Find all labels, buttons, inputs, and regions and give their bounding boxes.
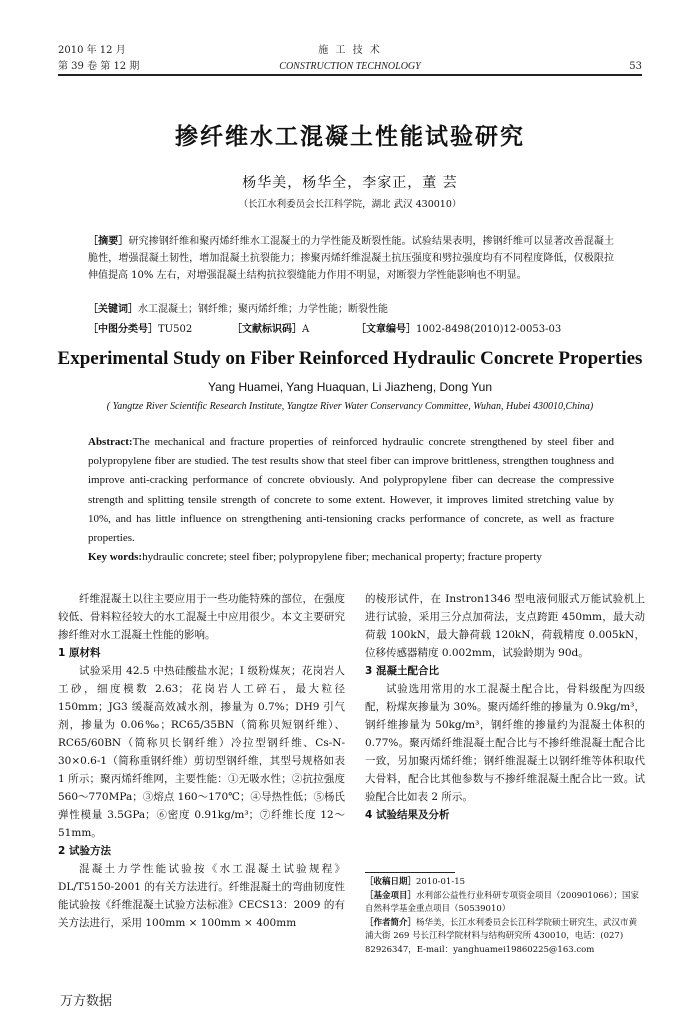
authors-cn: 杨华美，杨华全，李家正，董 芸 bbox=[242, 175, 458, 191]
header-rule bbox=[58, 74, 642, 76]
footnote-author-label: ［作者简介］ bbox=[365, 917, 417, 928]
watermark-text: 万方数据 bbox=[60, 994, 113, 1009]
abstract-en bbox=[88, 433, 614, 548]
header-journal-en: CONSTRUCTION TECHNOLOGY bbox=[279, 61, 421, 72]
footnote-fund-label: ［基金项目］ bbox=[365, 890, 417, 901]
footnote-fund-value: 水利部公益性行业科研专项资金项目（200901066）；国家自然科学基金重点项目（50539010） bbox=[365, 890, 639, 914]
footnote-received-value: 2010-01-15 bbox=[416, 877, 466, 887]
footnote bbox=[365, 876, 645, 957]
footnote-received bbox=[365, 876, 645, 890]
section-heading-mix: 3 混凝土配合比 bbox=[365, 665, 439, 677]
keywords-cn-label: ［关键词］ bbox=[88, 304, 138, 315]
article-number-value: 1002-8498(2010)12-0053-03 bbox=[416, 324, 562, 335]
article-number-label: ［文章编号］ bbox=[356, 324, 416, 335]
abstract-en-text: The mechanical and fracture properties of reinforced hydraulic concrete strengthened by steel fiber and polypropylene fiber are studied. The test results show that steel fiber can improve brittleness, strengthen toughness and improve anti-cracking performance of concrete obviously. And polypropylene fiber can decrease the compressive strength and splitting tensile strength of concrete to some extent. However, it improves limited stretching value by 10%, and has little influence on strengthening anti-tensioning cracks performance of concrete, as well as fracture properties. bbox=[88, 436, 614, 545]
keywords-en bbox=[88, 549, 614, 566]
affiliation-en: ( Yangtze River Scientific Research Institute, Yangtze River Water Conservancy Committee, Wuhan, Hubei 430010,China) bbox=[106, 401, 594, 412]
footnote-fund bbox=[365, 890, 645, 917]
materials-paragraph: 试验采用 42.5 中热硅酸盐水泥；I 级粉煤灰；花岗岩人工砂，细度模数 2.63；花岗岩人工碎石，最大粒径 150mm；JG3 缓凝高效减水剂，掺量为 0.7%；DH9 引气剂，掺量为 0.06‰；RC65/35BN（简称贝短钢纤维）、RC65/60BN（简称贝长钢纤维）冷拉型钢纤维、Cs-N-30×0.6-1（简称重钢纤维）剪切型钢纤维，其型号规格如表 1 所示；聚丙烯纤维网，主要性能：①无吸水性；②抗拉强度 560～770MPa；③熔点 160～170℃；④导热性低；⑤杨氏弹性模量 3.5GPa；⑥密度 0.91kg/m³；⑦纤维长度 12～51mm。 bbox=[58, 665, 345, 839]
footnote-received-label: ［收稿日期］ bbox=[365, 877, 417, 887]
article-number bbox=[356, 322, 561, 338]
method-paragraph: 混凝土力学性能试验按《水工混凝土试验规程》DL/T5150-2001 的有关方法进行。纤维混凝土的弯曲韧度性能试验按《纤维混凝土试验方法标准》CECS13：2009 的有关方法进行，采用 100mm × 100mm × 400mm bbox=[58, 863, 345, 929]
header-volume: 第 39 卷 第 12 期 bbox=[58, 61, 140, 72]
footnote-author-value: 杨华美，长江水利委员会长江科学院硕士研究生，武汉市黄浦大街 269 号长江科学院材料与结构研究所 430010，电话：(027) 82926347，E-mail：yanghuamei19860225@163.com bbox=[365, 917, 638, 955]
affiliation-cn: （长江水利委员会长江科学院，湖北 武汉 430010） bbox=[238, 199, 462, 210]
body-column-right bbox=[365, 590, 645, 824]
header-page-number: 53 bbox=[629, 61, 642, 72]
keywords-en-label: Key words: bbox=[88, 551, 143, 563]
page-title-cn: 掺纤维水工混凝土性能试验研究 bbox=[175, 124, 525, 150]
header-journal-cn: 施 工 技 术 bbox=[318, 45, 382, 56]
page-title-en: Experimental Study on Fiber Reinforced Hydraulic Concrete Properties bbox=[57, 348, 643, 369]
abstract-cn-label: ［摘要］ bbox=[88, 236, 129, 247]
doc-code bbox=[232, 322, 309, 338]
doc-code-value: A bbox=[302, 324, 310, 335]
keywords-cn bbox=[88, 302, 614, 318]
footnote-rule bbox=[365, 872, 455, 873]
intro-paragraph: 纤维混凝土以往主要应用于一些功能特殊的部位，在强度较低、骨料粒径较大的水工混凝土中应用很少。本文主要研究掺纤维对水工混凝土性能的影响。 bbox=[58, 593, 345, 641]
body-column-left bbox=[58, 590, 345, 932]
abstract-cn-text: 研究掺钢纤维和聚丙烯纤维水工混凝土的力学性能及断裂性能。试验结果表明，掺钢纤维可以显著改善混凝土脆性，增强混凝土韧性，增加混凝土抗裂能力；掺聚丙烯纤维混凝土抗压强度和劈拉强度均有不同程度降低，仅极限拉伸值提高 10% 左右，对增强混凝土结构抗拉裂缝能力作用不明显，对断裂力学性能影响也不明显。 bbox=[88, 236, 615, 281]
keywords-en-text: hydraulic concrete; steel fiber; polypropylene fiber; mechanical property; fracture property bbox=[142, 551, 542, 563]
keywords-cn-text: 水工混凝土；钢纤维；聚丙烯纤维；力学性能；断裂性能 bbox=[138, 304, 388, 315]
authors-en: Yang Huamei, Yang Huaquan, Li Jiazheng, Dong Yun bbox=[208, 380, 492, 394]
abstract-en-label: Abstract: bbox=[88, 436, 133, 448]
clc-value: TU502 bbox=[158, 324, 193, 335]
clc-number bbox=[88, 322, 192, 338]
header-date: 2010 年 12 月 bbox=[58, 45, 126, 56]
section-heading-method: 2 试验方法 bbox=[58, 845, 111, 857]
mix-paragraph: 试验选用常用的水工混凝土配合比，骨料级配为四级配，粉煤灰掺量为 30%。聚丙烯纤维的掺量为 0.9kg/m³，钢纤维掺量为 50kg/m³，钢纤维的掺量约为混凝土体积的 0.77%。聚丙烯纤维混凝土配合比与不掺纤维混凝土配合比一致，另加聚丙烯纤维；钢纤维混凝土以钢纤维等体积取代大骨料，配合比其他参数与不掺纤维混凝土配合比一致。试验配合比如表 2 所示。 bbox=[365, 683, 645, 803]
clc-label: ［中图分类号］ bbox=[88, 324, 158, 335]
method-paragraph-cont: 的棱形试件，在 Instron1346 型电液伺服式万能试验机上进行试验，采用三分点加荷法，支点跨距 450mm，最大动荷载 100kN，最大静荷载 120kN，荷载精度 0.005kN，位移传感器精度 0.002mm，试验龄期为 90d。 bbox=[365, 593, 645, 659]
doc-code-label: ［文献标识码］ bbox=[232, 324, 302, 335]
section-heading-materials: 1 原材料 bbox=[58, 647, 101, 659]
abstract-cn bbox=[88, 233, 614, 284]
footnote-author bbox=[365, 917, 645, 958]
section-heading-results: 4 试验结果及分析 bbox=[365, 809, 450, 821]
